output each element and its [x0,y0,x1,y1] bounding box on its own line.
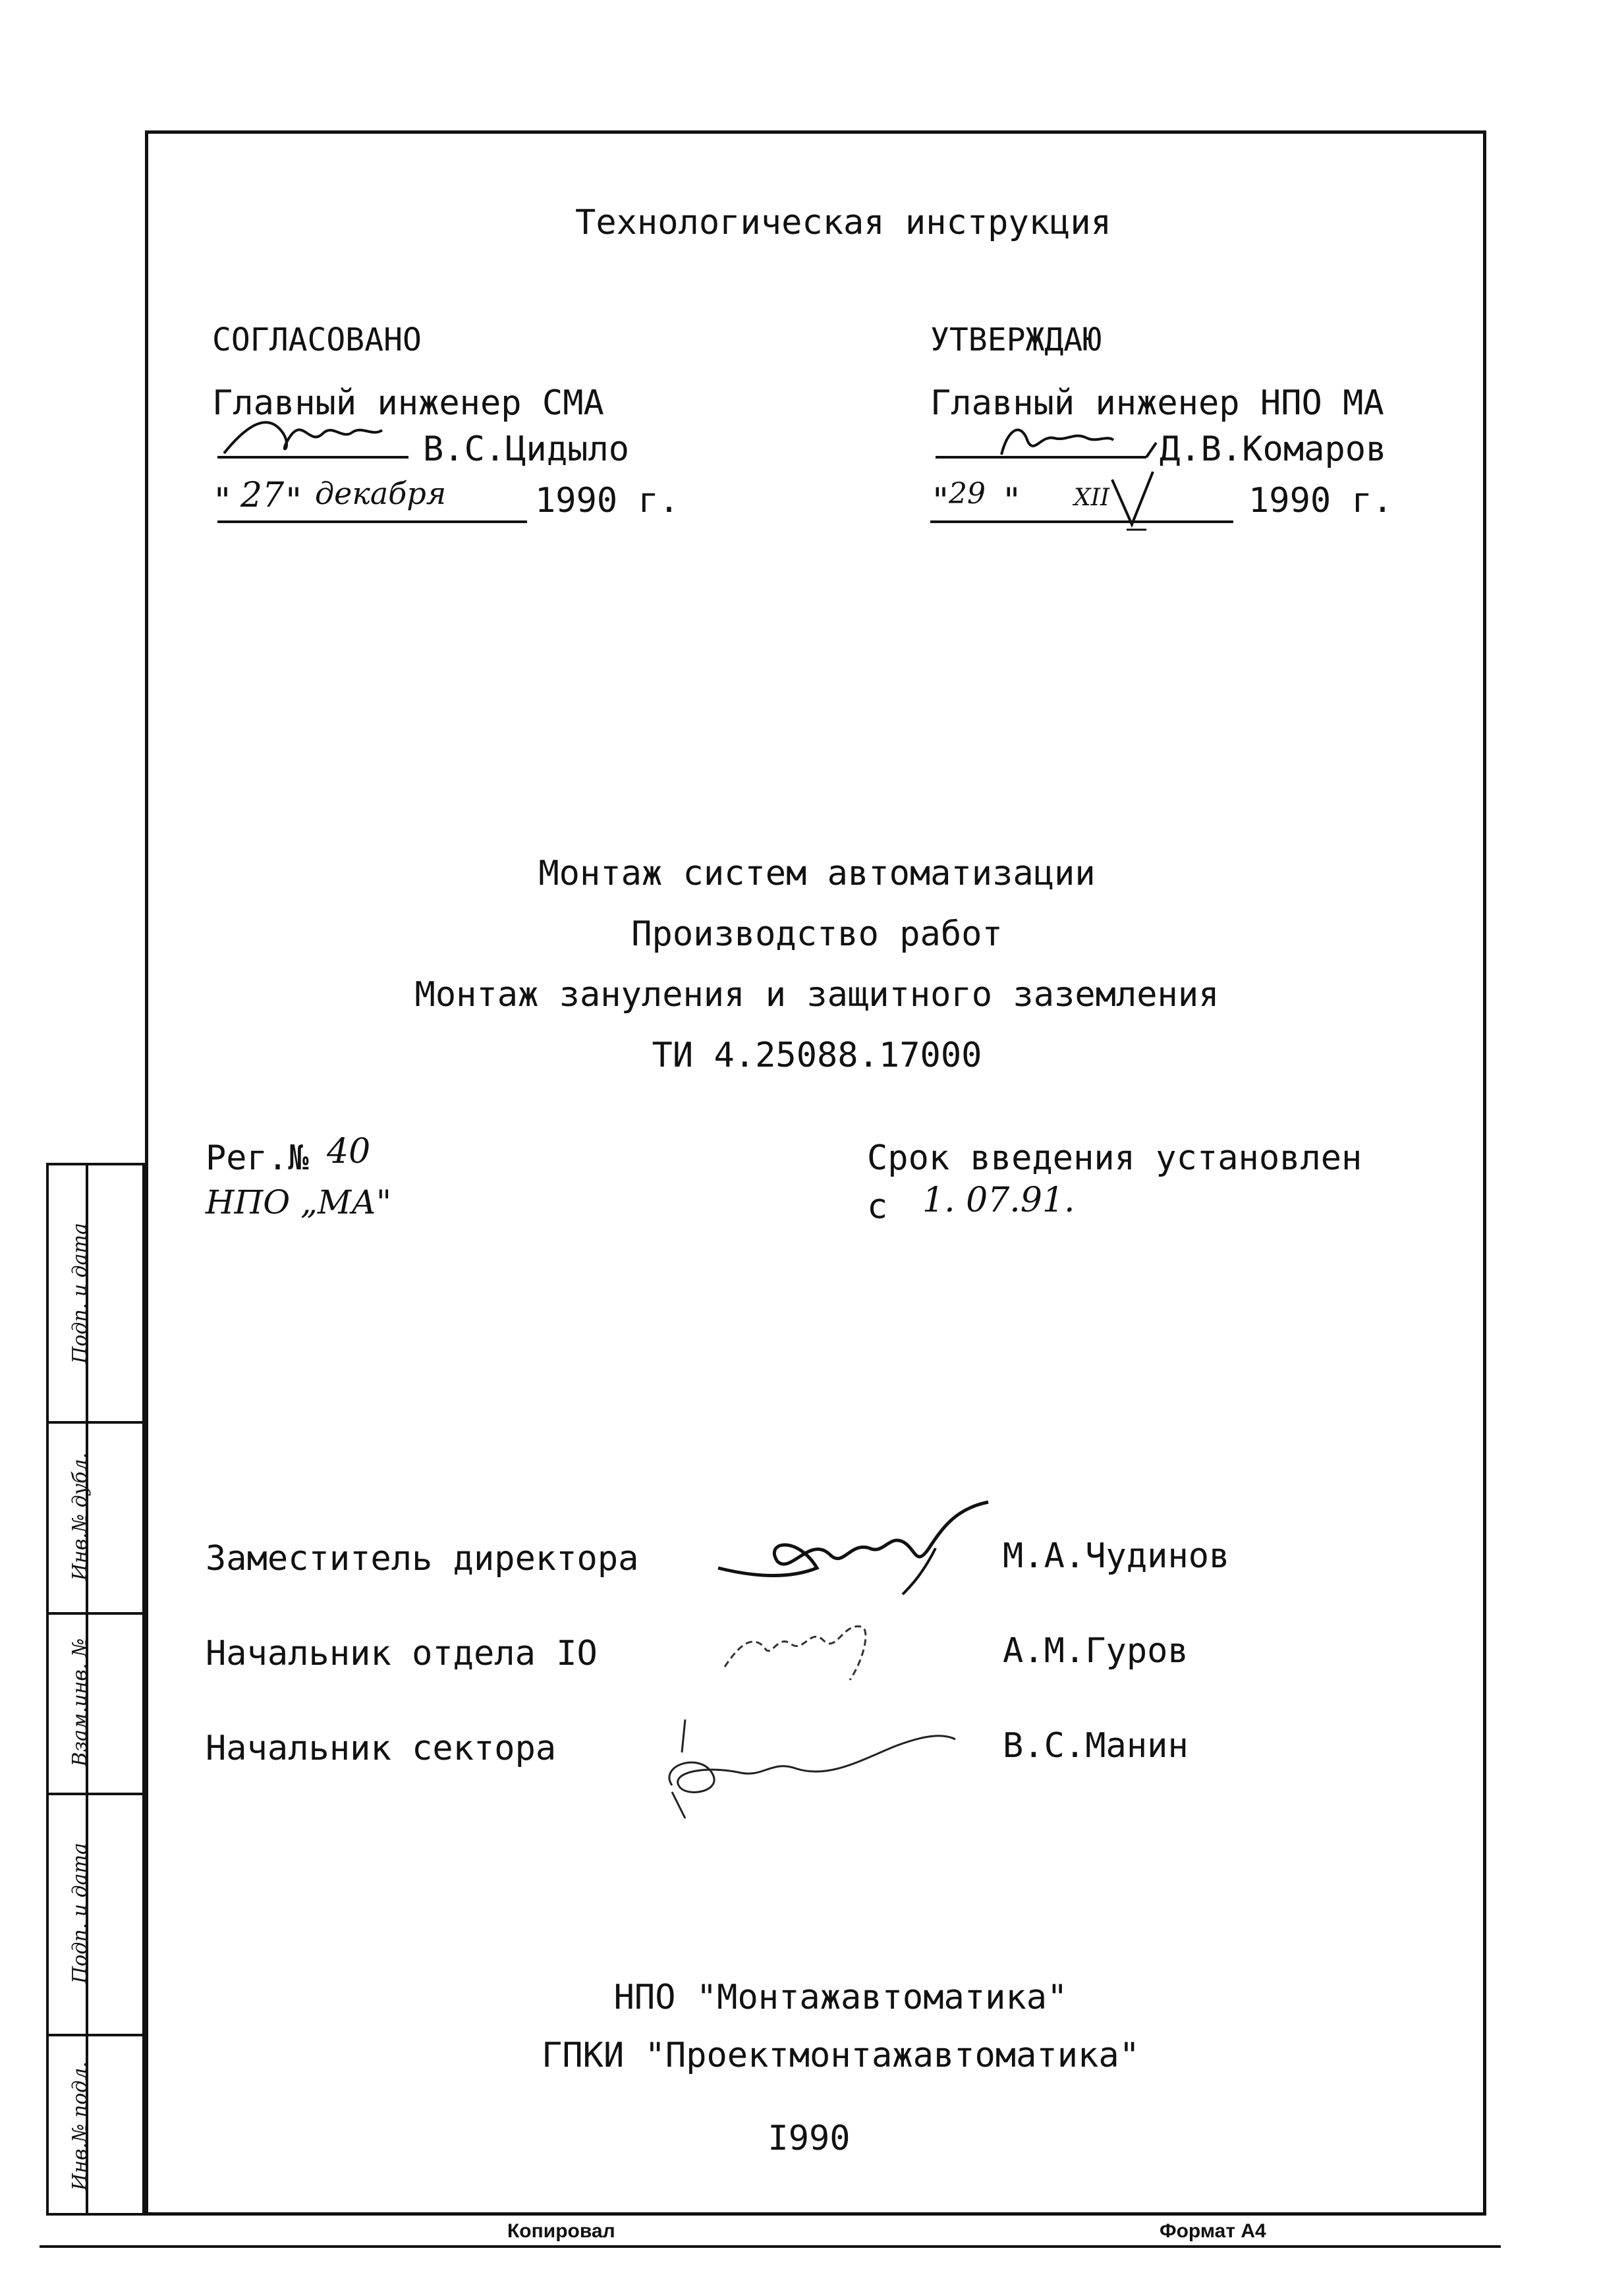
signatory-1-title: Заместитель директора [206,1539,639,1579]
approved-signature [929,408,1179,468]
stamp-label-sign-date: Подп. и дата [69,1223,92,1364]
signatory-3-signature [646,1706,962,1831]
stamp-divider [49,2034,142,2036]
agreed-heading: СОГЛАСОВАНО [212,321,422,358]
stamp-divider [49,1793,142,1795]
reg-number: 40 [327,1132,371,1171]
approved-month: XII [1074,484,1110,511]
approved-quote-close: " [1001,481,1022,520]
agreed-signature [211,407,422,466]
document-type-title: Технологическая инструкция [575,203,1111,242]
footer-copied-by: Копировал [507,2220,615,2242]
stamp-label-sign-date-2: Подп. и дата [69,1843,92,1984]
signatory-1-name: М.А.Чудинов [1003,1536,1230,1576]
doc-line-2: Производство работ [631,914,1003,954]
agreed-quote-close: " [283,481,304,520]
reg-org: НПО „МА" [206,1183,392,1221]
approved-year: 1990 г. [1248,481,1393,520]
stamp-label-dup-inv: Инв.№ дубл. [69,1452,92,1581]
signatory-1-signature [705,1495,995,1601]
stamp-label-original-inv: Инв.№ подл. [69,2061,92,2191]
doc-code: ТИ 4.25088.17000 [652,1036,982,1075]
agreed-quote-open: " [212,481,233,520]
doc-line-3: Монтаж зануления и защитного заземления [414,975,1219,1015]
agreed-day: 27 [240,476,285,515]
reg-label: Рег.№ [206,1138,309,1178]
approved-name: Д.В.Комаров [1160,430,1387,469]
footer-format: Формат А4 [1160,2220,1266,2242]
effective-date: 1. 07.91. [922,1181,1075,1220]
signatory-3-title: Начальник сектора [206,1729,557,1768]
approved-quote-open: " [930,481,951,520]
approved-day: 29 [949,477,986,511]
signatory-3-name: В.С.Манин [1003,1726,1189,1766]
doc-line-1: Монтаж систем автоматизации [538,854,1096,893]
org-line-2: ГПКИ "Проектмонтажавтоматика" [542,2036,1140,2075]
effective-label: Срок введения установлен [867,1138,1362,1178]
approved-heading: УТВЕРЖДАЮ [930,321,1102,358]
stamp-divider [49,1612,142,1615]
effective-prefix: с [867,1187,888,1227]
agreed-date-underline [217,520,527,523]
footer-rule [40,2245,1501,2248]
issue-year: I990 [768,2119,851,2158]
stamp-divider [49,1421,142,1424]
signatory-2-name: А.М.Гуров [1003,1631,1189,1671]
binding-stamp-column [46,1163,145,2216]
agreed-name: В.С.Цидыло [423,430,630,469]
approved-date-underline [930,520,1233,523]
org-line-1: НПО "Монтажавтоматика" [613,1978,1068,2017]
stamp-label-replace-inv: Взам.инв. № [69,1638,92,1767]
signatory-2-title: Начальник отдела IO [206,1634,598,1673]
approved-position: Главный инженер НПО МА [930,383,1384,423]
agreed-position: Главный инженер СМА [212,383,604,423]
agreed-month: декабря [315,476,447,511]
agreed-year: 1990 г. [535,481,680,520]
signatory-2-signature [705,1607,903,1693]
